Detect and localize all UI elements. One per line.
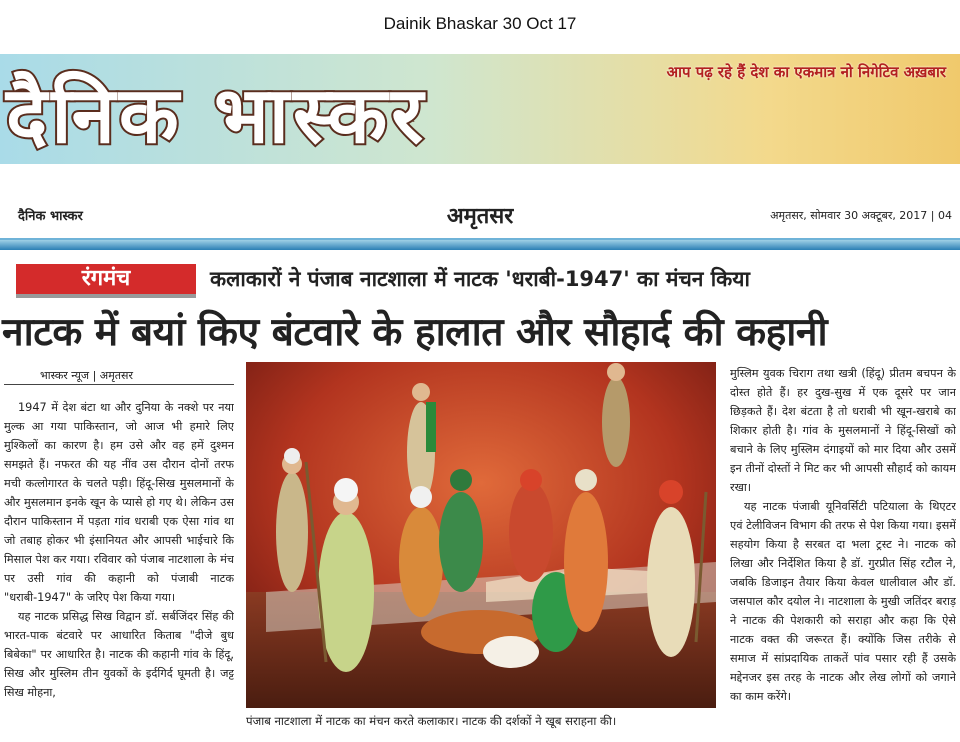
edition-brand: दैनिक भास्कर [18, 209, 83, 224]
article-column-right [730, 364, 956, 742]
photo-caption: पंजाब नाटशाला में नाटक का मंचन करते कलाकार। नाटक की दर्शकों ने खूब सराहना की। [246, 714, 617, 728]
source-caption: Dainik Bhaskar 30 Oct 17 [383, 14, 577, 33]
masthead-logo: दैनिक भास्कर [6, 71, 428, 161]
edition-city: अमृतसर [446, 204, 514, 229]
masthead-banner [0, 54, 960, 164]
article-byline: भास्कर न्यूज | अमृतसर [40, 369, 133, 382]
masthead-tagline: आप पढ़ रहे हैं देश का एकमात्र नो निगेटिव अख़बार [666, 63, 946, 81]
article-photo [246, 362, 716, 708]
byline-rule [4, 384, 234, 385]
article-paragraph: 1947 में देश बंटा था और दुनिया के नक्शे पर नया मुल्क आ गया पाकिस्तान, जो आज भी हमारे लिए मुश्किलों का कारण है। हम उसे और वह हमें दुश्मन समझते हैं। नफरत की यह नींव उस दौरान दोनों तरफ मची कत्लोगारत के चलते पड़ी। हिंदू-सिख मुसलमानों के और मुसलमान इनके खून के प्यासे हो गए थे। लेकिन उस दौरान पाकिस्तान में पड़ता गांव धराबी एक ऐसा गांव था जो तबाह होकर भी इंसानियत और आपसी भाईचारे कि मिसाल पेश कर गया। रविवार को पंजाब नाटशाला के मंच पर उसी गांव की कहानी को पंजाबी नाटक "धराबी-1947" के जरिए पेश किया गया। [4, 401, 234, 604]
edition-bar [0, 200, 960, 230]
stage-photo-illustration [246, 362, 716, 708]
article-paragraph: यह नाटक पंजाबी यूनिवर्सिटी पटियाला के थिएटर एवं टेलीविजन विभाग की तरफ से पेश किया गया। इसमें सहयोग किया है सरबत दा भला ट्रस्ट ने। नाटक को लिखा और निर्देशित किया है डॉ. गुरप्रीत सिंह रटौल ने, जबकि डिजाइन तैयार किया केवल धालीवाल और डॉ. जसपाल कौर दयोल ने। नाटशाला के मुखी जतिंदर बराड़ ने नाटक की पेशकारी को सराहा और कहा कि ऐसे नाटक वक्त की जरूरत हैं। क्योंकि जिस तरीके से समाज में सांप्रदायिक ताकतें पांव पसार रही हैं उसके मद्देनजर इस तरह के नाटक और लेख लोगों को जगाने का काम करेंगे। [730, 500, 956, 703]
kicker-tag: रंगमंच [16, 264, 196, 294]
kicker-row [0, 262, 960, 300]
article-headline: नाटक में बयां किए बंटवारे के हालात और सौहार्द की कहानी [2, 310, 828, 355]
edition-date-page: अमृतसर, सोमवार 30 अक्टूबर, 2017 | 04 [770, 209, 952, 222]
article-paragraph: यह नाटक प्रसिद्ध सिख विद्वान डॉ. सर्बजिंदर सिंह की भारत-पाक बंटवारे पर आधारित किताब "दीजे बुध बिबेका" पर आधारित है। नाटक की कहानी गांव के हिंदू, सिख और मुस्लिम तीन युवकों के इर्दगिर्द घूमती है। जट्ट सिख मोहना, [4, 610, 234, 699]
article-paragraph: मुस्लिम युवक चिराग तथा खत्री (हिंदू) प्रीतम बचपन के दोस्त होते हैं। हर दुख-सुख में एक दूसरे पर जान छिड़कते हैं। देश बंटता है तो धराबी भी खून-खराबे का शिकार होती है। गांव के मुसलमानों ने हिंदू-सिखों को बचाने के लिए मुस्लिम दंगाइयों को मार दिया और उसमें इन तीनों दोस्तों ने मिट कर भी आपसी सौहार्द को कायम रखा। [730, 367, 956, 494]
article-column-left [4, 398, 234, 742]
edition-rule [0, 238, 960, 250]
article-subhead: कलाकारों ने पंजाब नाटशाला में नाटक 'धराबी-1947' का मंचन किया [210, 267, 750, 291]
